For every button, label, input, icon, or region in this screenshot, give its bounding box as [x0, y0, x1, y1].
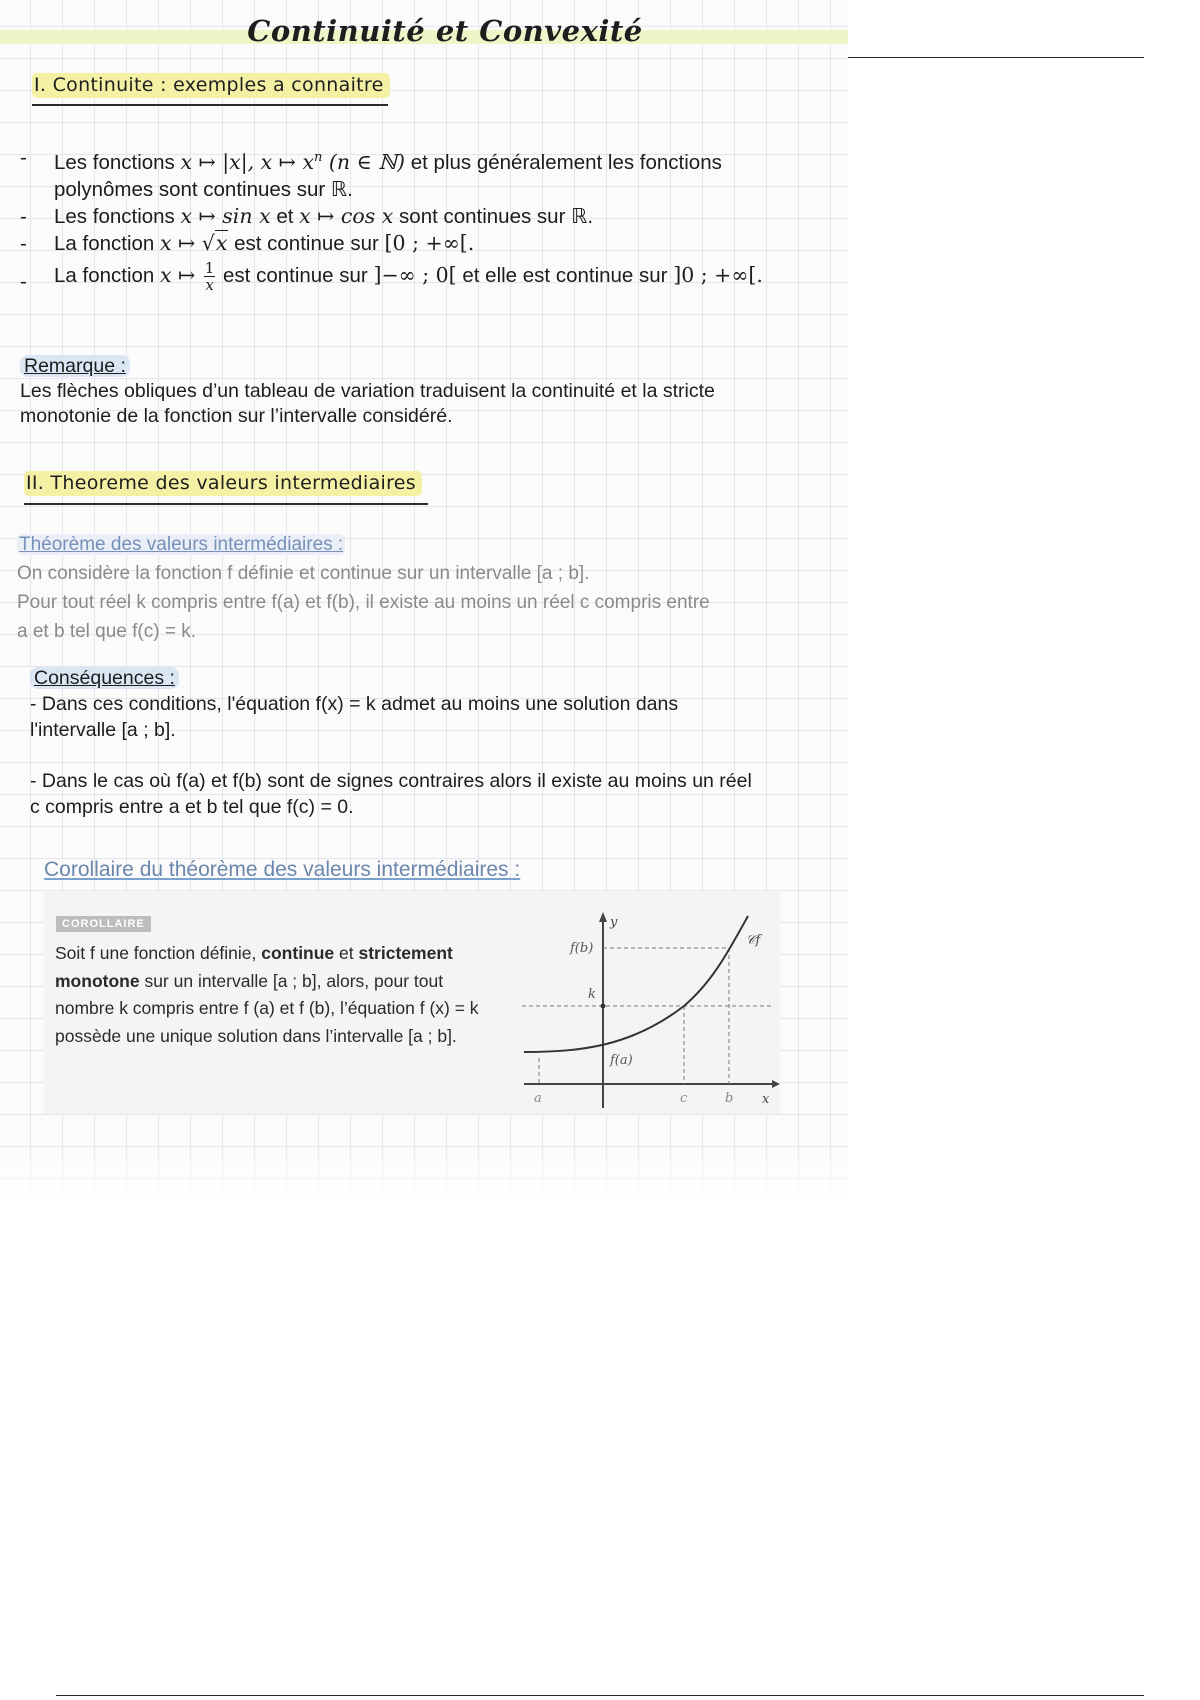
sqrt-radicand: x: [215, 230, 228, 255]
consequence1-line2: l'intervalle [a ; b].: [30, 719, 176, 741]
item4-interval1: ]−∞ ; 0[: [373, 262, 457, 287]
theorem-line1: On considère la fonction f définie et continue sur un intervalle [a ; b].: [17, 563, 590, 584]
page-title: Continuité et Convexité: [247, 14, 643, 48]
item4-math: x ↦: [160, 262, 202, 287]
sqrt-symbol: √x: [201, 230, 228, 255]
y-axis-arrow: [599, 912, 607, 922]
y-axis-label: y: [610, 915, 618, 930]
curve-label: 𝒞f: [746, 933, 761, 948]
remark-label: Remarque :: [20, 355, 130, 377]
fraction: [204, 260, 216, 293]
a-label: a: [534, 1091, 542, 1106]
item4-mid: et elle est continue sur: [456, 263, 674, 287]
corollary-title: Corollaire du théorème des valeurs intermédiaires :: [44, 858, 521, 881]
list-item: - Les fonctions x ↦ sin x et x ↦ cos x sont continues sur ℝ.: [20, 203, 594, 228]
b-label: b: [725, 1091, 734, 1106]
consequences-label: Conséquences :: [30, 667, 179, 689]
section2-heading: [22, 470, 428, 496]
item1-post: et plus généralement les fonctions: [405, 150, 722, 174]
fa-label: f(a): [610, 1053, 633, 1068]
c-label: c: [680, 1091, 688, 1106]
consequences-block: [30, 665, 850, 820]
list-item: - La fonction x ↦ $\frac{1}{x}$ est continue sur ]−∞ ; 0[ et elle est continue sur ]0 ; +∞[.: [20, 258, 763, 294]
corollary-text: [55, 940, 525, 1050]
item2-math1: x ↦ sin x: [180, 203, 271, 228]
section1-heading: [30, 72, 396, 98]
item4-post: est continue sur: [217, 263, 374, 287]
corollary-badge: COROLLAIRE: [56, 916, 151, 932]
section1-list: [20, 144, 820, 293]
theorem-line2: Pour tout réel k compris entre f(a) et f(b), il existe au moins un réel c compris entre: [17, 592, 710, 613]
theorem-line3: a et b tel que f(c) = k.: [17, 621, 197, 642]
item2-post: sont continues sur ℝ.: [393, 204, 594, 228]
remark-line2: monotonie de la fonction sur l’intervalle considéré.: [20, 405, 453, 427]
corollary-t2b: monotone: [55, 970, 140, 991]
list-item: - La fonction x ↦ √x est continue sur [0 ; +∞[.: [20, 230, 475, 255]
item1-line2: polynômes sont continues sur ℝ.: [54, 177, 353, 201]
section1-heading-text: I. Continuite : exemples a connaitre: [32, 73, 390, 98]
remark-block: [20, 354, 820, 429]
corollary-t1d: strictement: [358, 943, 453, 963]
corollary-t1: Soit f une fonction définie,: [55, 943, 262, 963]
item1-exponent: n: [314, 150, 323, 165]
list-item: - Les fonctions x ↦ |x|, x ↦ $x^n$ (n ∈ ℕ) et plus généralement les fonctions polynômes sont continues sur ℝ.: [20, 146, 722, 201]
consequence2-line2: c compris entre a et b tel que f(c) = 0.: [30, 796, 354, 818]
consequence2-line1: - Dans le cas où f(a) et f(b) sont de signes contraires alors il existe au moins un réel: [30, 770, 752, 792]
item1-math2: (n ∈ ℕ): [322, 149, 406, 174]
corollary-t1b: continue: [261, 943, 335, 963]
item3-post: est continue sur: [228, 231, 385, 255]
item1-math1: x ↦ |x|, x ↦ x: [180, 149, 315, 174]
fb-label: f(b): [570, 941, 594, 956]
item2-pre: Les fonctions: [54, 204, 181, 228]
x-axis-label: x: [762, 1092, 770, 1107]
corollary-t1c: et: [334, 943, 359, 963]
corollary-t4: possède une unique solution dans l’intervalle [a ; b].: [55, 1025, 457, 1046]
theorem-label: Théorème des valeurs intermédiaires :: [19, 534, 344, 555]
section2-underline: [24, 503, 428, 505]
theorem-block: [17, 530, 817, 646]
item3-pre: La fonction: [54, 231, 160, 255]
curve-cf: [524, 916, 748, 1052]
item3-math: x ↦: [160, 230, 202, 255]
x-axis-arrow: [772, 1080, 780, 1088]
section2-heading-text: II. Theoreme des valeurs intermediaires: [24, 471, 422, 496]
item4-interval2: ]0 ; +∞[.: [673, 262, 763, 287]
item4-pre: La fonction: [54, 263, 160, 287]
remark-line1: Les flèches obliques d’un tableau de variation traduisent la continuité et la stricte: [20, 380, 715, 402]
section1-underline: [32, 104, 388, 106]
grid-fade: [0, 1140, 848, 1205]
k-point: [601, 1004, 606, 1009]
item1-pre: Les fonctions: [54, 150, 181, 174]
consequence1-line1: - Dans ces conditions, l'équation f(x) = k admet au moins une solution dans: [30, 693, 679, 715]
corollary-t3: nombre k compris entre f (a) et f (b), l’équation f (x) = k: [55, 998, 479, 1018]
corollary-t2: sur un intervalle [a ; b], alors, pour tout: [139, 970, 444, 991]
item2-mid: et: [270, 204, 300, 228]
corollary-graph: [522, 910, 782, 1115]
top-rule: [848, 57, 1144, 58]
item2-math2: x ↦ cos x: [299, 203, 394, 228]
fraction-numerator: 1: [204, 258, 215, 277]
fraction-denominator: x: [205, 275, 214, 294]
item3-interval: [0 ; +∞[.: [384, 230, 475, 255]
bottom-rule: [56, 1695, 1144, 1696]
k-label: k: [588, 987, 596, 1002]
